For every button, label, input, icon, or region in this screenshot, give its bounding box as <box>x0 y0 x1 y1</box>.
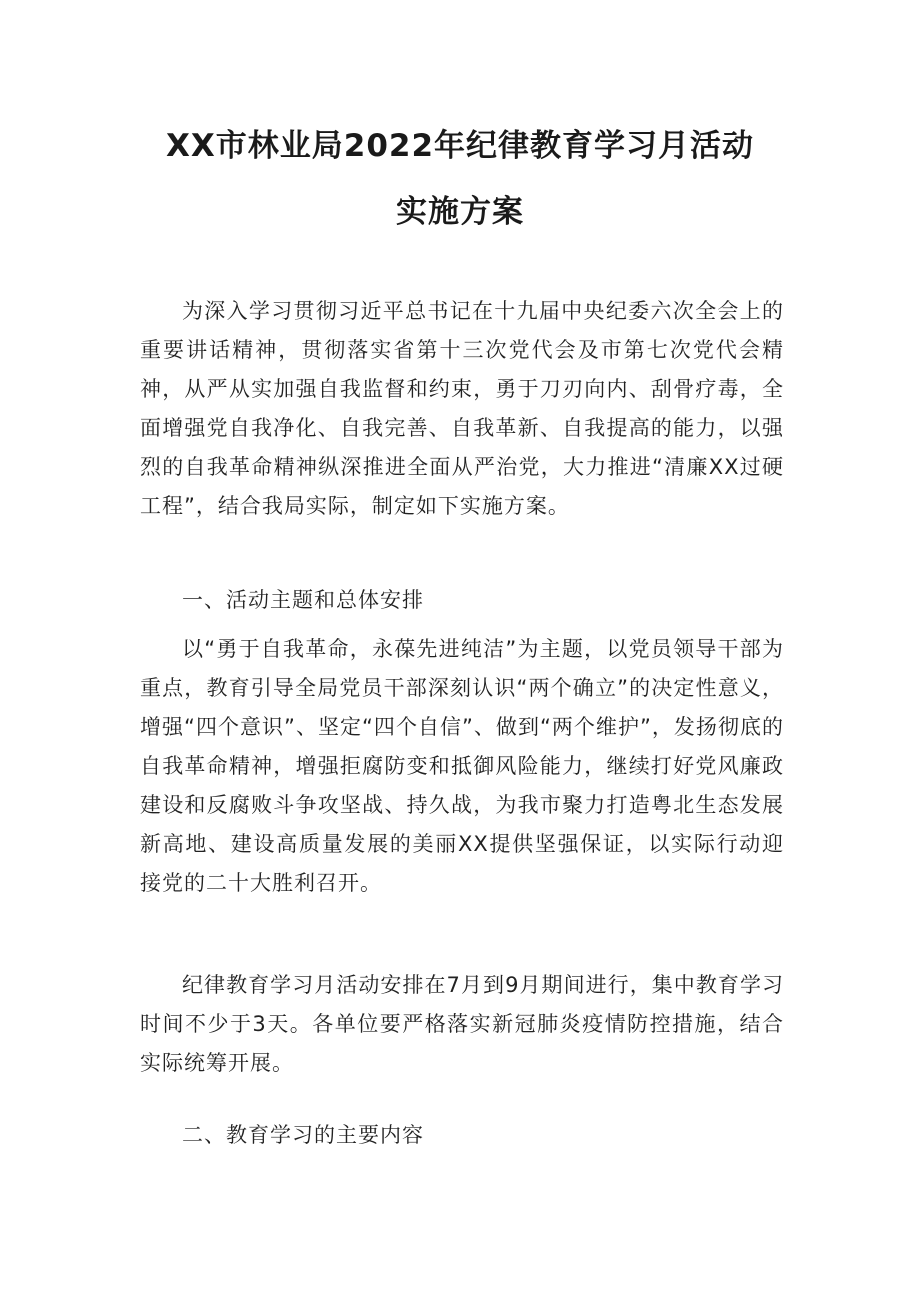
section-heading-2: 二、教育学习的主要内容 <box>182 1123 424 1147</box>
document-title-line1: XX市林业局2022年纪律教育学习月活动 <box>165 128 755 164</box>
theme-paragraph: 以“勇于自我革命，永葆先进纯洁”为主题，以党员领导干部为重点，教育引导全局党员干部深刻认识“两个确立”的决定性意义，增强“四个意识”、坚定“四个自信”、做到“两个维护”，发扬彻底的自我革命精神，增强拒腐防变和抵御风险能力，继续打好党风廉政建设和反腐败斗争攻坚战、持久战，为我市聚力打造粤北生态发展新高地、建设高质量发展的美丽XX提供坚强保证，以实际行动迎接党的二十大胜利召开。 <box>140 637 784 895</box>
schedule-paragraph: 纪律教育学习月活动安排在7月到9月期间进行，集中教育学习时间不少于3天。各单位要严格落实新冠肺炎疫情防控措施，结合实际统筹开展。 <box>140 973 784 1075</box>
section-heading-1: 一、活动主题和总体安排 <box>182 588 424 612</box>
intro-paragraph: 为深入学习贯彻习近平总书记在十九届中央纪委六次全会上的重要讲话精神，贯彻落实省第十三次党代会及市第七次党代会精神，从严从实加强自我监督和约束，勇于刀刃向内、刮骨疗毒，全面增强党自我净化、自我完善、自我革新、自我提高的能力，以强烈的自我革命精神纵深推进全面从严治党，大力推进“清廉XX过硬工程”，结合我局实际，制定如下实施方案。 <box>140 299 784 518</box>
document-title-line2: 实施方案 <box>396 194 524 230</box>
